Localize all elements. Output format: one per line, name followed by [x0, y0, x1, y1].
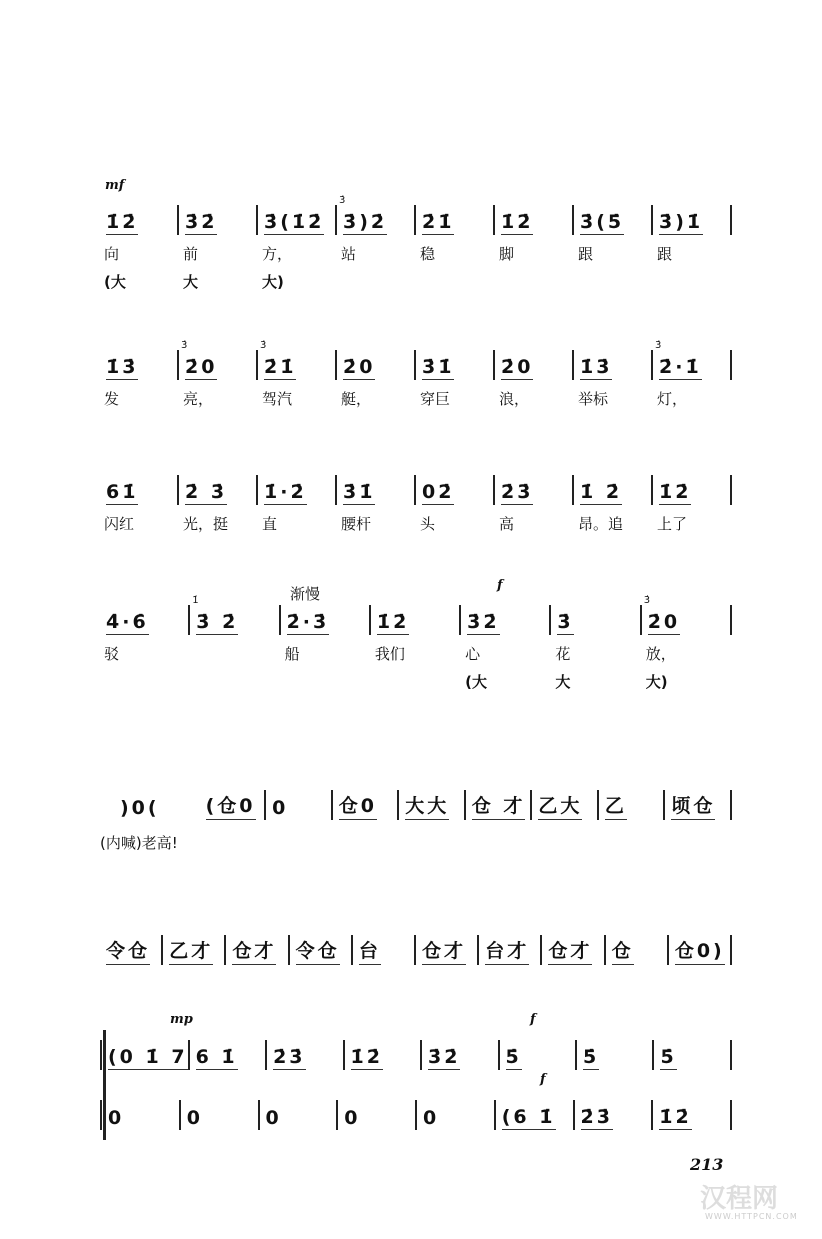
lyric: 光，挺 [183, 515, 229, 533]
percussion-syllable: (大 [465, 673, 487, 691]
notes: 3̇2̇ [185, 211, 218, 233]
measure [461, 605, 551, 635]
lyric: 心 [465, 645, 481, 663]
notes: 1̇2̇ [659, 481, 692, 503]
notes: 1̇2̇ [501, 211, 534, 233]
notes: 0 [344, 1107, 361, 1129]
lyric: 向 [104, 245, 120, 263]
lyric: 灯， [657, 390, 688, 408]
lyric: 驾汽 [262, 390, 293, 408]
dynamic-mark: f [497, 578, 503, 593]
percussion-syllable [100, 671, 190, 692]
watermark-logo: 汉程网 [700, 1184, 779, 1214]
notes: 仓0 [339, 791, 377, 820]
measure [417, 1100, 496, 1130]
grace-note: 3̇ [181, 340, 188, 351]
notes: 3̇2̇ [428, 1046, 461, 1068]
percussion-syllable: (大 [104, 273, 126, 291]
lyric: 船 [284, 645, 300, 663]
measure [337, 195, 416, 235]
grace-note: 3̇ [655, 340, 662, 351]
spoken-text: (内喊)老高! [100, 834, 178, 852]
lyric: 穿巨 [420, 390, 451, 408]
lyric: 举标 [578, 390, 609, 408]
notes: 3̇1̇ [422, 356, 455, 378]
notes: 2̇3̇ [580, 1106, 613, 1128]
lyric: 高 [499, 515, 515, 533]
measure [179, 205, 258, 235]
lyric: 驳 [104, 645, 120, 663]
notes: 乙 [605, 791, 627, 820]
percussion-syllable: 大 [555, 673, 571, 691]
score-row [100, 340, 732, 380]
measure [200, 790, 267, 820]
notes: 大大 [405, 791, 449, 820]
measure [190, 595, 280, 635]
measure [653, 340, 732, 380]
system-brace [103, 1030, 112, 1140]
notes: 2̇0 [647, 611, 681, 633]
measure [653, 205, 732, 235]
notes: 1̇3̇ [106, 356, 139, 378]
measure [190, 1040, 267, 1070]
notes: (6 1̇ [501, 1106, 556, 1128]
measure [574, 350, 653, 380]
measure [653, 1100, 732, 1130]
notes: 2̇ 3̇ [185, 481, 228, 503]
lyric: 跟 [578, 245, 594, 263]
notes: 4̇·6̇ [106, 611, 149, 633]
lyric: 昂。追 [578, 515, 624, 533]
score-row [100, 1100, 732, 1130]
lyric: 方， [262, 245, 293, 263]
notes: 2̇0 [501, 356, 534, 378]
measure [416, 475, 495, 505]
notes: 2̇3̇ [501, 481, 534, 503]
notes: 乙才 [169, 936, 213, 965]
measure [574, 205, 653, 235]
lyrics-line [100, 243, 732, 264]
percussion-syllable [416, 271, 495, 292]
measure [226, 935, 289, 965]
lyric: 发 [104, 390, 120, 408]
lyric: 跟 [657, 245, 673, 263]
measure [399, 790, 466, 820]
measure [599, 790, 666, 820]
measure [416, 350, 495, 380]
notes: 1̇2̇ [659, 1106, 692, 1128]
measure [260, 1100, 339, 1130]
measure [542, 935, 605, 965]
dynamic-mark: mp [170, 1012, 193, 1027]
lyrics-line [100, 513, 732, 534]
notes: 2̇1̇ [422, 211, 455, 233]
measure [496, 1100, 575, 1130]
percussion-syllable [653, 271, 732, 292]
notes: 3̇2̇ [467, 611, 500, 633]
notes: 1̇3̇ [580, 356, 613, 378]
measure [495, 205, 574, 235]
measure [532, 790, 599, 820]
notes: 1̇ 2̇ [580, 481, 623, 503]
measure [371, 605, 461, 635]
percussion-syllable: 大 [183, 273, 199, 291]
notes: 令仓 [106, 936, 150, 965]
measure [100, 605, 190, 635]
lyrics-line [100, 643, 732, 664]
measure [338, 1100, 417, 1130]
notes: 1̇2̇ [376, 611, 410, 633]
notes: 5̇ [583, 1046, 600, 1068]
measure [575, 1100, 654, 1130]
score-row [100, 195, 732, 235]
measure [345, 1040, 422, 1070]
measure [495, 475, 574, 505]
measure [653, 475, 732, 505]
notes: 0 [108, 1107, 125, 1129]
measure [258, 475, 337, 505]
percussion-syllable [495, 271, 574, 292]
measure [353, 935, 416, 965]
lyric: 前 [183, 245, 199, 263]
percussion-syllable: 大) [645, 673, 668, 691]
measure [163, 935, 226, 965]
notes: 仓才 [232, 936, 276, 965]
measure [258, 340, 337, 380]
measure [100, 1100, 181, 1130]
measure [281, 605, 371, 635]
page-number: 213 [690, 1155, 724, 1174]
lyrics-line [100, 388, 732, 409]
notes: 6 1̇ [195, 1046, 238, 1068]
measure [100, 205, 179, 235]
notes: 2̇0 [343, 356, 376, 378]
notes: 令仓 [296, 936, 340, 965]
dynamic-mark: f [540, 1072, 546, 1087]
notes: 台 [359, 936, 381, 965]
measure [574, 475, 653, 505]
measure [181, 1100, 260, 1130]
dynamic-mark: f [530, 1012, 536, 1027]
notes: 1̇2̇ [106, 211, 139, 233]
notes: 5̇ [660, 1046, 677, 1068]
lyric: 稳 [420, 245, 436, 263]
measure [669, 935, 732, 965]
lyric: 直 [262, 515, 278, 533]
notes: 0 [423, 1107, 440, 1129]
notes: 3̇1̇ [343, 481, 376, 503]
lyric: 放， [645, 645, 676, 663]
lyric: 腰杆 [341, 515, 372, 533]
notes: 乙大 [538, 791, 582, 820]
measure [422, 1040, 499, 1070]
lyric: 闪红 [104, 515, 135, 533]
notes: 2̇3̇ [273, 1046, 306, 1068]
notes: 2̇·1̇ [659, 356, 702, 378]
lyric: 亮， [183, 390, 214, 408]
notes: 顷仓 [671, 791, 715, 820]
measure [100, 475, 179, 505]
percussion-syllable [337, 271, 416, 292]
lyric [190, 643, 280, 664]
notes: 3̇(5̇ [580, 211, 625, 233]
grace-note: 3̇ [339, 195, 346, 206]
percussion-line [100, 271, 732, 292]
notes: 3̇)1̇ [659, 211, 704, 233]
lyric: 头 [420, 515, 436, 533]
notes: 3̇(1̇2̇ [264, 211, 325, 233]
measure [665, 790, 732, 820]
notes: 3̇ 2̇ [196, 611, 239, 633]
prefix: )0( [120, 797, 160, 819]
measure [100, 935, 163, 965]
dynamic-mark: mf [105, 178, 125, 193]
lyric: 花 [555, 645, 571, 663]
percussion-syllable [371, 671, 461, 692]
notes: 0 [272, 797, 289, 819]
percussion-syllable [190, 671, 280, 692]
lyric: 艇， [341, 390, 372, 408]
measure [416, 205, 495, 235]
notes: 5̇ [505, 1046, 522, 1068]
lyric: 浪， [499, 390, 530, 408]
watermark-url: WWW.HTTPCN.COM [705, 1212, 798, 1221]
measure [290, 935, 353, 965]
percussion-syllable: 大) [262, 273, 284, 291]
percussion-line [100, 671, 732, 692]
score-row [100, 935, 732, 965]
measure [577, 1040, 654, 1070]
percussion-syllable [574, 271, 653, 292]
grace-note: 3̇ [260, 340, 267, 351]
lyric: 站 [341, 245, 357, 263]
measure [479, 935, 542, 965]
measure [337, 475, 416, 505]
percussion-syllable [281, 671, 371, 692]
measure [179, 340, 258, 380]
notes: 2̇1̇ [264, 356, 297, 378]
notes: 0 [186, 1107, 203, 1129]
measure [337, 350, 416, 380]
grace-note: 1̇ [192, 595, 199, 606]
notes: 仓 [612, 936, 634, 965]
notes: 3̇)2̇ [343, 211, 388, 233]
measure [416, 935, 479, 965]
measure [606, 935, 669, 965]
measure [100, 1040, 190, 1070]
notes: (0 1̇ 7 [108, 1046, 188, 1068]
notes: 2̇0 [185, 356, 218, 378]
measure [267, 1040, 344, 1070]
score-row [100, 790, 732, 820]
tempo-mark: 渐慢 [290, 585, 321, 603]
measure [266, 790, 333, 820]
lyric: 上了 [657, 515, 688, 533]
score-row [100, 1040, 732, 1070]
notes: 02̇ [422, 481, 455, 503]
score-row [100, 475, 732, 505]
measure [551, 605, 641, 635]
lyric: 脚 [499, 245, 515, 263]
measure [100, 350, 179, 380]
notes: 台才 [485, 936, 529, 965]
notes: 1̇2̇ [350, 1046, 383, 1068]
notes: 仓才 [422, 936, 466, 965]
measure [654, 1040, 731, 1070]
measure [466, 790, 533, 820]
notes: 2̇·3̇ [286, 611, 330, 633]
notes: 仓0) [675, 936, 725, 965]
measure [500, 1040, 577, 1070]
measure [642, 595, 732, 635]
notes: 1̇·2̇ [264, 481, 307, 503]
measure [179, 475, 258, 505]
notes: 仓才 [548, 936, 592, 965]
grace-note: 3̇ [643, 595, 651, 606]
measure [495, 350, 574, 380]
score-row [100, 595, 732, 635]
notes: 仓 才 [472, 791, 526, 820]
notes: 61̇ [106, 481, 139, 503]
notes: 3̇ [557, 611, 574, 633]
notes: (仓0 [206, 791, 256, 820]
measure [258, 205, 337, 235]
measure [333, 790, 400, 820]
notes: 0 [265, 1107, 282, 1129]
lyric: 我们 [374, 645, 405, 663]
